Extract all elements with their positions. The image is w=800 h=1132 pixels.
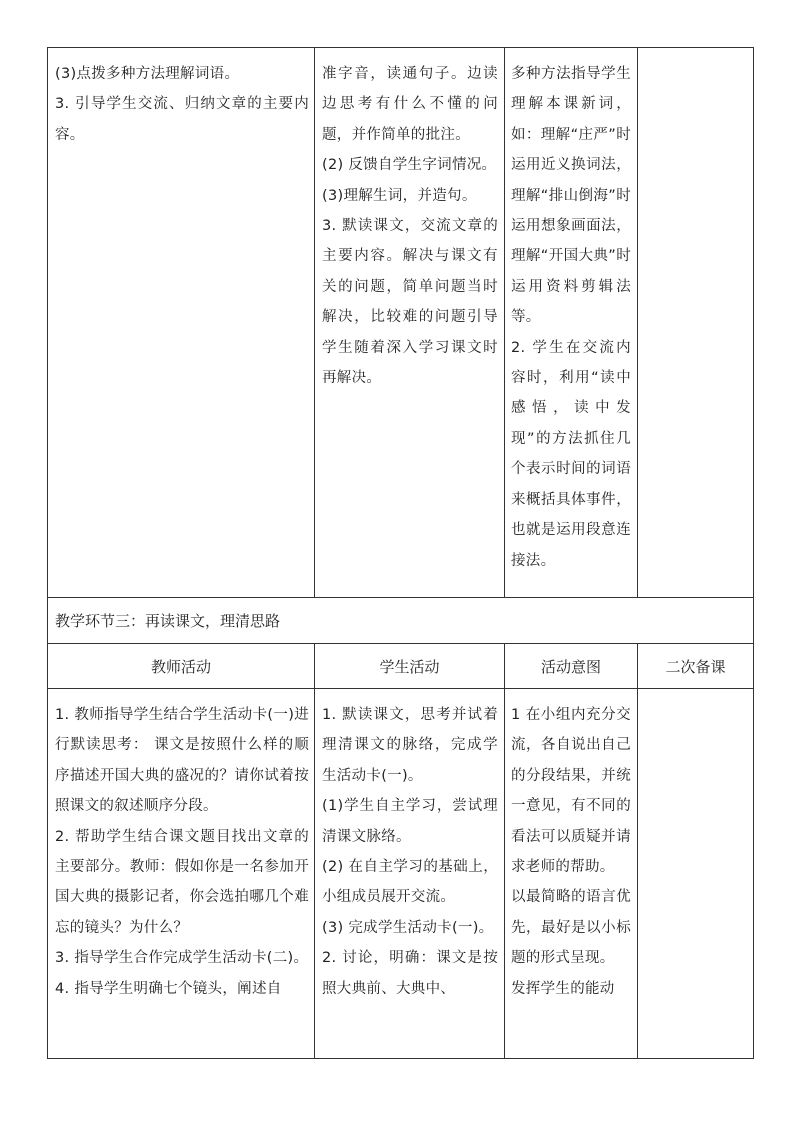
lower-teacher-cell: [55, 700, 309, 1004]
lower-student-item: 1. 默读课文，思考并试着理清课文的脉络，完成学生活动卡(一)。: [322, 707, 498, 784]
lower-teacher-item: 4. 指导学生明确七个镜头，阐述自: [55, 980, 282, 997]
lower-intent-item: 发挥学生的能动: [511, 980, 615, 997]
column-divider-3: [637, 47, 638, 598]
table-border-top: [47, 47, 754, 48]
upper-teacher-item: (3)点拨多种方法理解词语。: [55, 66, 240, 82]
column-divider-1: [314, 47, 315, 598]
upper-intent-item: 多种方法指导学生理解本课新词，如：理解“庄严”时运用近义换词法，理解“排山倒海”时运用想象画面法，理解“开国大典”时运用资料剪辑法等。: [511, 66, 631, 326]
lower-teacher-item: 3. 指导学生合作完成学生活动卡(二)。: [55, 950, 309, 967]
table-border-right: [753, 47, 754, 1059]
lower-student-item: (2) 在自主学习的基础上，小组成员展开交流。: [322, 859, 498, 906]
header-student-activity: 学生活动: [379, 657, 440, 676]
upper-intent-cell: [511, 59, 631, 576]
table-border-bottom: [47, 1058, 754, 1059]
column-divider-3-lower: [637, 643, 638, 1059]
lower-intent-item: 以最简略的语言优先，最好是以小标题的形式呈现。: [511, 889, 631, 967]
lower-student-item: (1)学生自主学习，尝试理清课文脉络。: [322, 798, 498, 845]
header-second-prep: 二次备课: [665, 657, 726, 676]
lower-teacher-item: 1. 教师指导学生结合学生活动卡(一)进行默读思考： 课文是按照什么样的顺序描述开国大典的盛况的？请你试着按照课文的叙述顺序分段。: [55, 707, 309, 815]
row-divider-header-bottom: [47, 688, 754, 689]
upper-student-cell: [322, 59, 498, 393]
column-divider-2-lower: [504, 643, 505, 1059]
upper-student-item: 3. 默读课文，交流文章的主要内容。解决与课文有关的问题，简单问题当时解决，比较难的问题引导学生随着深入学习课文时再解决。: [322, 218, 498, 387]
lower-intent-item: 1 在小组内充分交流，各自说出自己的分段结果，并统一意见，有不同的看法可以质疑并请求老师的帮助。: [511, 707, 631, 876]
lower-intent-cell: [511, 700, 631, 1004]
upper-intent-item: 2. 学生在交流内容时，利用“读中感悟，读中发现”的方法抓住几个表示时间的词语来概括具体事件，也就是运用段意连接法。: [511, 339, 631, 569]
column-divider-1-lower: [314, 643, 315, 1059]
lower-student-item: (3) 完成学生活动卡(一)。: [322, 919, 494, 936]
table-border-left: [47, 47, 48, 1059]
column-divider-2: [504, 47, 505, 598]
lower-teacher-item: 2. 帮助学生结合课文题目找出文章的主要部分。教师：假如你是一名参加开国大典的摄影记者，你会选拍哪几个难忘的镜头？为什么？: [55, 828, 309, 936]
upper-teacher-cell: [55, 59, 309, 150]
upper-teacher-item: 3. 引导学生交流、归纳文章的主要内容。: [55, 96, 309, 143]
upper-student-item: (2) 反馈自学生字词情况。: [322, 157, 497, 174]
section-title: 教学环节三：再读课文，理清思路: [55, 612, 281, 630]
upper-student-item: 准字音，读通句子。边读边思考有什么不懂的问题，并作简单的批注。: [322, 66, 498, 143]
lower-student-item: 2. 讨论，明确：课文是按照大典前、大典中、: [322, 950, 498, 997]
lower-student-cell: [322, 700, 498, 1004]
header-teacher-activity: 教师活动: [150, 657, 211, 676]
upper-student-item: (3)理解生词，并造句。: [322, 187, 477, 204]
header-activity-intent: 活动意图: [540, 657, 601, 676]
